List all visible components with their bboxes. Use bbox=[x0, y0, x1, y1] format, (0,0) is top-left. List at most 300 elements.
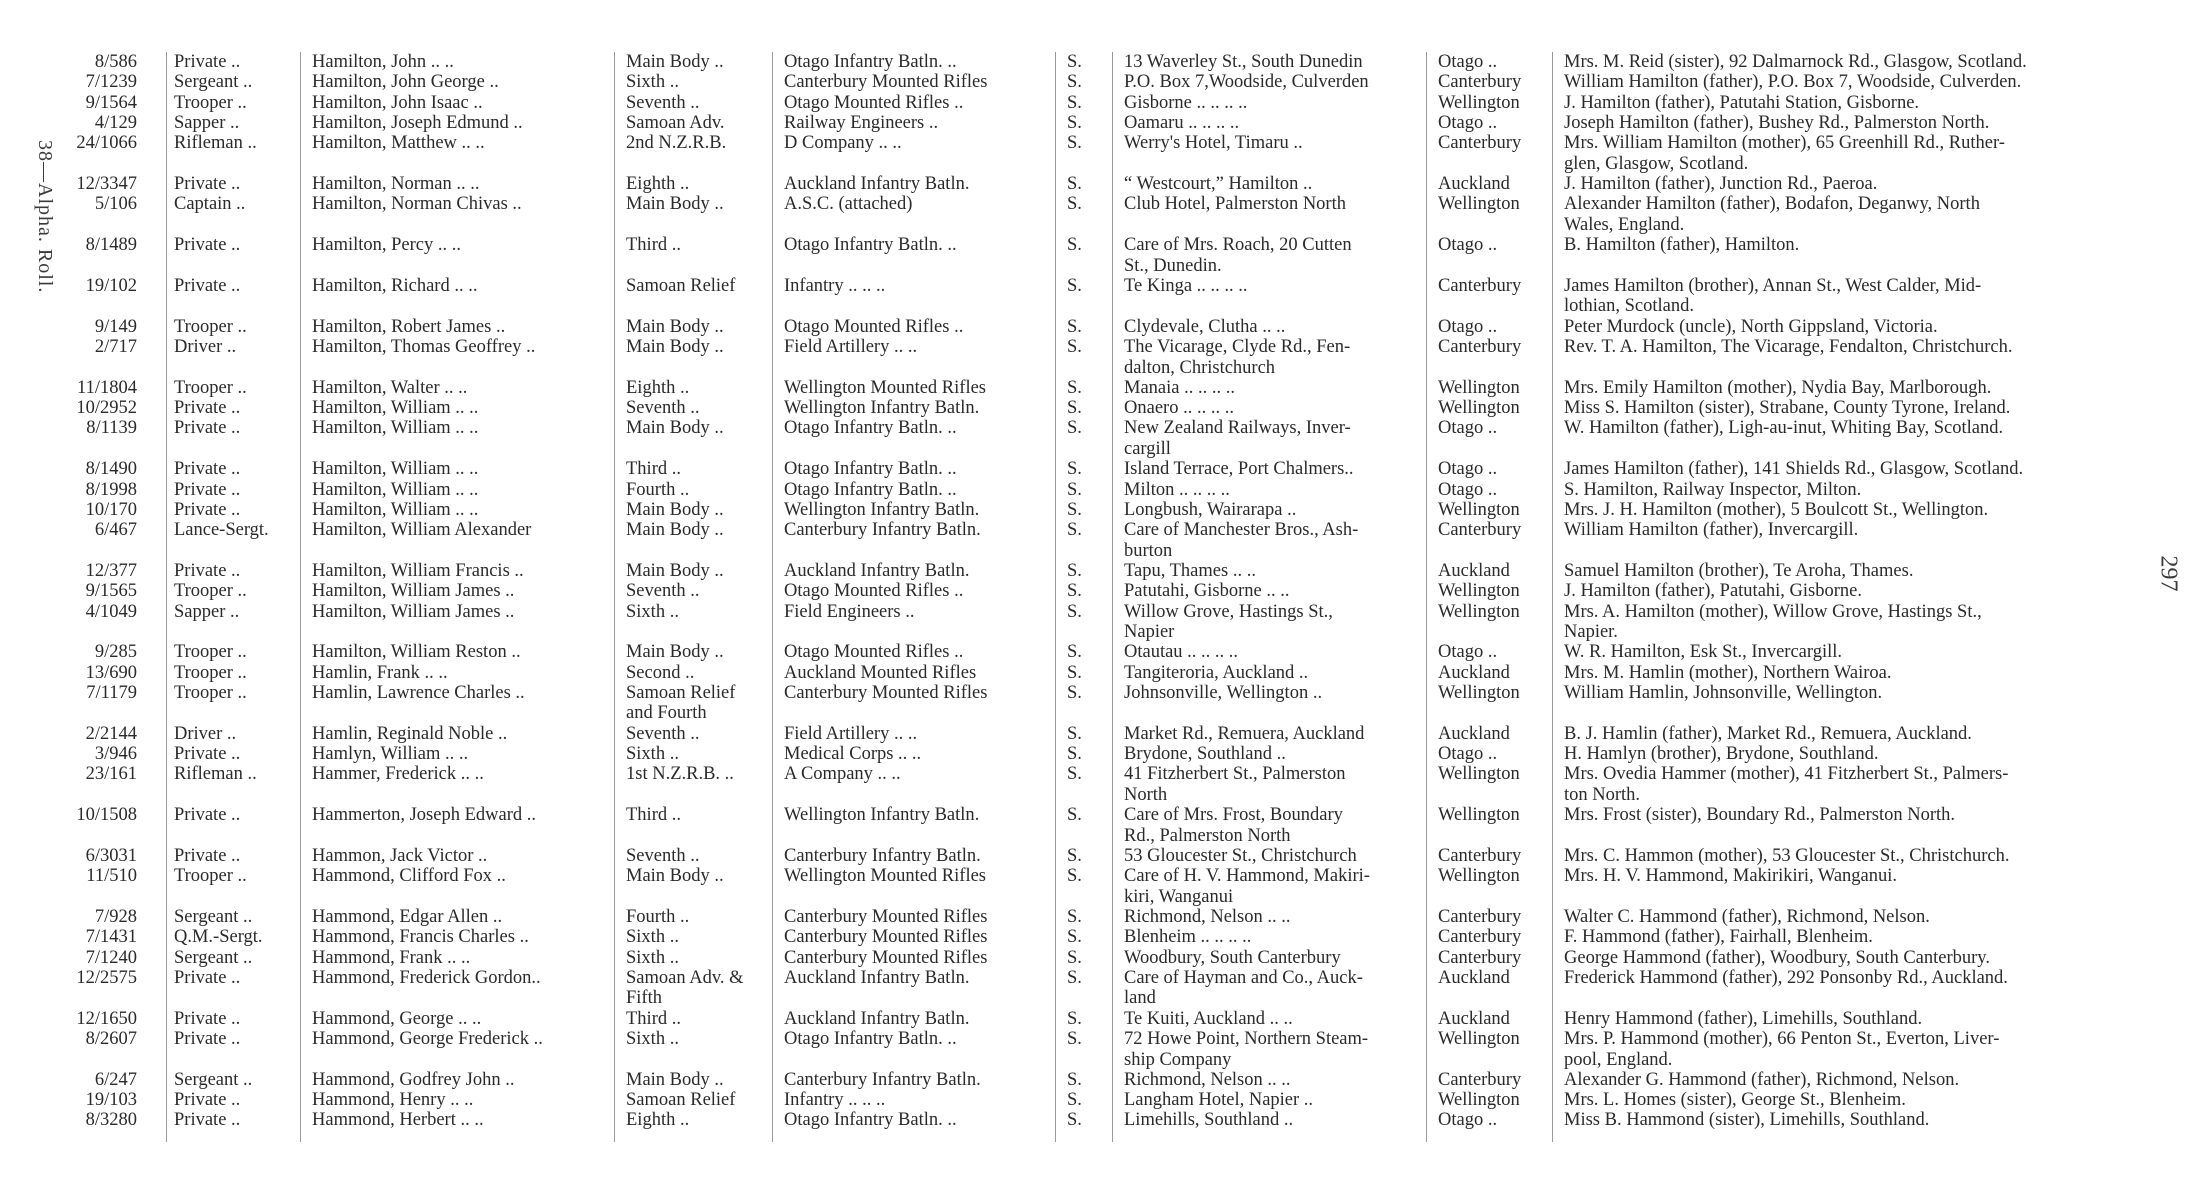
regimental-number: 8/1490 bbox=[85, 459, 137, 480]
next-of-kin: ton North. bbox=[1564, 784, 1641, 805]
soldier-name: Hammond, George .. .. bbox=[312, 1008, 482, 1029]
regimental-number: 9/1565 bbox=[85, 581, 137, 602]
next-of-kin: William Hamilton (father), Invercargill. bbox=[1564, 520, 1859, 541]
corps: Wellington Mounted Rifles bbox=[784, 377, 986, 398]
next-of-kin: Mrs. P. Hammond (mother), 66 Penton St., Everton, Liver- bbox=[1564, 1029, 2000, 1049]
next-of-kin: Mrs. William Hamilton (mother), 65 Greenhill Rd., Ruther- bbox=[1564, 133, 2005, 154]
district: Wellington bbox=[1438, 377, 1520, 398]
address: Patutahi, Gisborne .. .. bbox=[1124, 581, 1290, 602]
unit: Sixth .. bbox=[626, 927, 679, 948]
table-row bbox=[0, 642, 2205, 662]
corps: Field Artillery .. .. bbox=[784, 723, 918, 744]
rank: Private .. bbox=[174, 560, 241, 581]
table-row bbox=[0, 337, 2205, 378]
soldier-name: Hammond, Clifford Fox .. bbox=[312, 866, 506, 887]
district: Otago .. bbox=[1438, 235, 1498, 256]
table-row bbox=[0, 948, 2205, 968]
regimental-number: 12/1650 bbox=[76, 1008, 137, 1029]
marital-state: S. bbox=[1067, 723, 1082, 744]
marital-state: S. bbox=[1067, 72, 1082, 93]
table-row bbox=[0, 418, 2205, 459]
district: Wellington bbox=[1438, 764, 1520, 785]
unit: Main Body .. bbox=[626, 642, 724, 663]
marital-state: S. bbox=[1067, 642, 1082, 663]
address: Milton .. .. .. .. bbox=[1124, 479, 1230, 500]
address: Clydevale, Clutha .. .. bbox=[1124, 316, 1286, 337]
corps: Railway Engineers .. bbox=[784, 112, 939, 133]
next-of-kin: Frederick Hammond (father), 292 Ponsonby Rd., Auckland. bbox=[1564, 967, 2008, 988]
regimental-number: 3/946 bbox=[94, 744, 137, 764]
soldier-name: Hammond, Frank .. .. bbox=[312, 947, 471, 968]
address: dalton, Christchurch bbox=[1124, 357, 1276, 378]
address: Care of Hayman and Co., Auck- bbox=[1124, 967, 1363, 988]
table-row bbox=[0, 601, 2205, 642]
rank: Rifleman .. bbox=[174, 764, 257, 785]
table-row bbox=[0, 500, 2205, 520]
corps: Otago Mounted Rifles .. bbox=[784, 316, 964, 337]
district: Wellington bbox=[1438, 194, 1520, 215]
regimental-number: 24/1066 bbox=[76, 133, 137, 154]
table-row bbox=[0, 764, 2205, 805]
corps: Infantry .. .. .. bbox=[784, 275, 886, 296]
soldier-name: Hamilton, William .. .. bbox=[312, 499, 479, 520]
marital-state: S. bbox=[1067, 235, 1082, 256]
regimental-number: 9/285 bbox=[94, 642, 137, 663]
marital-state: S. bbox=[1067, 112, 1082, 133]
soldier-name: Hammond, Edgar Allen .. bbox=[312, 907, 503, 927]
district: Canterbury bbox=[1438, 133, 1522, 154]
unit: Seventh .. bbox=[626, 845, 700, 866]
district: Canterbury bbox=[1438, 947, 1522, 968]
district: Wellington bbox=[1438, 805, 1520, 826]
regimental-number: 4/1049 bbox=[85, 601, 137, 622]
table-row bbox=[0, 682, 2205, 724]
regimental-number: 10/2952 bbox=[76, 398, 137, 419]
corps: Canterbury Infantry Batln. bbox=[784, 845, 981, 866]
address: Richmond, Nelson .. .. bbox=[1124, 1069, 1291, 1090]
corps: Auckland Infantry Batln. bbox=[784, 560, 970, 581]
unit: Eighth .. bbox=[626, 1110, 690, 1131]
address: “ Westcourt,” Hamilton .. bbox=[1124, 174, 1313, 194]
soldier-name: Hamilton, Thomas Geoffrey .. bbox=[312, 337, 536, 357]
regimental-number: 8/1998 bbox=[85, 479, 137, 500]
regimental-number: 6/247 bbox=[94, 1069, 137, 1090]
address: Care of Mrs. Frost, Boundary bbox=[1124, 805, 1343, 826]
next-of-kin: B. J. Hamlin (father), Market Rd., Remuera, Auckland. bbox=[1564, 723, 1972, 744]
marital-state: S. bbox=[1067, 377, 1082, 398]
rank: Private .. bbox=[174, 275, 241, 296]
soldier-name: Hamilton, Matthew .. .. bbox=[312, 133, 485, 154]
address: 41 Fitzherbert St., Palmerston bbox=[1124, 764, 1346, 785]
unit: Third .. bbox=[626, 1008, 681, 1029]
district: Wellington bbox=[1438, 581, 1520, 602]
next-of-kin: Walter C. Hammond (father), Richmond, Nelson. bbox=[1564, 907, 1930, 927]
table-row bbox=[0, 866, 2205, 907]
marital-state: S. bbox=[1067, 275, 1082, 296]
next-of-kin: Samuel Hamilton (brother), Te Aroha, Thames. bbox=[1564, 560, 1914, 581]
regimental-number: 7/1239 bbox=[85, 72, 137, 93]
next-of-kin: Mrs. C. Hammon (mother), 53 Gloucester St., Christchurch. bbox=[1564, 845, 2010, 866]
regimental-number: 2/2144 bbox=[85, 723, 137, 744]
table-row bbox=[0, 805, 2205, 846]
unit: Main Body .. bbox=[626, 418, 724, 439]
unit: Main Body .. bbox=[626, 316, 724, 337]
next-of-kin: James Hamilton (brother), Annan St., West Calder, Mid- bbox=[1564, 275, 1982, 296]
regimental-number: 7/1431 bbox=[85, 927, 137, 948]
marital-state: S. bbox=[1067, 947, 1082, 968]
table-row bbox=[0, 520, 2205, 561]
corps: Canterbury Mounted Rifles bbox=[784, 927, 988, 948]
corps: Wellington Infantry Batln. bbox=[784, 499, 980, 520]
next-of-kin: B. Hamilton (father), Hamilton. bbox=[1564, 235, 1800, 256]
marital-state: S. bbox=[1067, 967, 1082, 988]
soldier-name: Hamilton, Norman .. .. bbox=[312, 174, 480, 194]
address: 53 Gloucester St., Christchurch bbox=[1124, 845, 1357, 866]
regimental-number: 19/102 bbox=[85, 275, 137, 296]
district: Wellington bbox=[1438, 92, 1520, 113]
marital-state: S. bbox=[1067, 1069, 1082, 1090]
table-row bbox=[0, 398, 2205, 418]
district: Canterbury bbox=[1438, 845, 1522, 866]
marital-state: S. bbox=[1067, 581, 1082, 602]
unit: Seventh .. bbox=[626, 398, 700, 419]
soldier-name: Hamilton, John Isaac .. bbox=[312, 92, 483, 113]
marital-state: S. bbox=[1067, 479, 1082, 500]
marital-state: S. bbox=[1067, 866, 1082, 887]
district: Otago .. bbox=[1438, 52, 1498, 72]
unit: Main Body .. bbox=[626, 337, 724, 357]
rank: Private .. bbox=[174, 235, 241, 256]
table-row bbox=[0, 378, 2205, 398]
regimental-number: 6/467 bbox=[94, 520, 137, 541]
unit: Sixth .. bbox=[626, 947, 679, 968]
table-row bbox=[0, 663, 2205, 683]
marital-state: S. bbox=[1067, 92, 1082, 113]
district: Canterbury bbox=[1438, 907, 1522, 927]
table-row bbox=[0, 459, 2205, 479]
unit: Fifth bbox=[626, 988, 662, 1009]
regimental-number: 7/1240 bbox=[85, 947, 137, 968]
table-row bbox=[0, 1070, 2205, 1090]
district: Wellington bbox=[1438, 1090, 1520, 1111]
marital-state: S. bbox=[1067, 316, 1082, 337]
marital-state: S. bbox=[1067, 805, 1082, 826]
marital-state: S. bbox=[1067, 1008, 1082, 1029]
corps: Auckland Infantry Batln. bbox=[784, 174, 970, 194]
corps: Otago Infantry Batln. .. bbox=[784, 1110, 957, 1131]
next-of-kin: J. Hamilton (father), Junction Rd., Paeroa. bbox=[1564, 174, 1878, 194]
marital-state: S. bbox=[1067, 1110, 1082, 1131]
rank: Sapper .. bbox=[174, 601, 240, 622]
address: burton bbox=[1124, 540, 1173, 561]
address: P.O. Box 7,Woodside, Culverden bbox=[1124, 72, 1369, 93]
address: Brydone, Southland .. bbox=[1124, 744, 1286, 764]
marital-state: S. bbox=[1067, 52, 1082, 72]
soldier-name: Hamilton, Percy .. .. bbox=[312, 235, 462, 256]
rank: Sergeant .. bbox=[174, 72, 253, 93]
rank: Trooper .. bbox=[174, 642, 247, 663]
soldier-name: Hamilton, John .. .. bbox=[312, 52, 454, 72]
soldier-name: Hamlyn, William .. .. bbox=[312, 744, 469, 764]
unit: Samoan Relief bbox=[626, 682, 736, 703]
regimental-number: 2/717 bbox=[94, 337, 137, 357]
district: Canterbury bbox=[1438, 72, 1522, 93]
soldier-name: Hamilton, William Reston .. bbox=[312, 642, 521, 663]
address: North bbox=[1124, 784, 1168, 805]
unit: Main Body .. bbox=[626, 520, 724, 541]
corps: Canterbury Mounted Rifles bbox=[784, 72, 988, 93]
soldier-name: Hamilton, William James .. bbox=[312, 581, 515, 602]
rank: Private .. bbox=[174, 418, 241, 439]
next-of-kin: Napier. bbox=[1564, 622, 1618, 642]
district: Auckland bbox=[1438, 967, 1510, 988]
unit: Sixth .. bbox=[626, 601, 679, 622]
address: Napier bbox=[1124, 622, 1175, 642]
rank: Captain .. bbox=[174, 194, 246, 215]
next-of-kin: S. Hamilton, Railway Inspector, Milton. bbox=[1564, 479, 1862, 500]
district: Wellington bbox=[1438, 866, 1520, 887]
rank: Private .. bbox=[174, 499, 241, 520]
address: Longbush, Wairarapa .. bbox=[1124, 499, 1297, 520]
marital-state: S. bbox=[1067, 927, 1082, 948]
table-row bbox=[0, 1009, 2205, 1029]
next-of-kin: Mrs. Frost (sister), Boundary Rd., Palmerston North. bbox=[1564, 805, 1956, 826]
district: Auckland bbox=[1438, 174, 1510, 194]
rank: Private .. bbox=[174, 1110, 241, 1131]
address: Care of H. V. Hammond, Makiri- bbox=[1124, 866, 1370, 887]
corps: Canterbury Mounted Rifles bbox=[784, 682, 988, 703]
next-of-kin: pool, England. bbox=[1564, 1049, 1673, 1070]
rank: Private .. bbox=[174, 479, 241, 500]
address: Blenheim .. .. .. .. bbox=[1124, 927, 1252, 948]
next-of-kin: Mrs. A. Hamilton (mother), Willow Grove, Hastings St., bbox=[1564, 601, 1982, 622]
marital-state: S. bbox=[1067, 520, 1082, 541]
district: Wellington bbox=[1438, 1029, 1520, 1049]
unit: and Fourth bbox=[626, 703, 707, 724]
next-of-kin: Mrs. L. Homes (sister), George St., Blenheim. bbox=[1564, 1090, 1906, 1111]
marital-state: S. bbox=[1067, 560, 1082, 581]
rank: Trooper .. bbox=[174, 866, 247, 887]
corps: A Company .. .. bbox=[784, 764, 901, 785]
unit: Fourth .. bbox=[626, 907, 690, 927]
corps: Medical Corps .. .. bbox=[784, 744, 922, 764]
district: Auckland bbox=[1438, 723, 1510, 744]
unit: Seventh .. bbox=[626, 581, 700, 602]
district: Auckland bbox=[1438, 662, 1510, 683]
unit: Samoan Relief bbox=[626, 275, 736, 296]
address: Market Rd., Remuera, Auckland bbox=[1124, 723, 1365, 744]
next-of-kin: F. Hammond (father), Fairhall, Blenheim. bbox=[1564, 927, 1873, 948]
district: Otago .. bbox=[1438, 112, 1498, 133]
next-of-kin: James Hamilton (father), 141 Shields Rd., Glasgow, Scotland. bbox=[1564, 459, 2024, 480]
marital-state: S. bbox=[1067, 682, 1082, 703]
district: Canterbury bbox=[1438, 1069, 1522, 1090]
next-of-kin: W. R. Hamilton, Esk St., Invercargill. bbox=[1564, 642, 1842, 663]
table-row bbox=[0, 1110, 2205, 1130]
rank: Private .. bbox=[174, 805, 241, 826]
soldier-name: Hammond, George Frederick .. bbox=[312, 1029, 543, 1049]
table-row bbox=[0, 133, 2205, 174]
corps: Otago Infantry Batln. .. bbox=[784, 418, 957, 439]
rank: Sergeant .. bbox=[174, 1069, 253, 1090]
soldier-name: Hammer, Frederick .. .. bbox=[312, 764, 484, 785]
unit: Main Body .. bbox=[626, 499, 724, 520]
unit: Fourth .. bbox=[626, 479, 690, 500]
corps: Otago Infantry Batln. .. bbox=[784, 235, 957, 256]
unit: Main Body .. bbox=[626, 1069, 724, 1090]
address: ship Company bbox=[1124, 1049, 1232, 1070]
rank: Private .. bbox=[174, 845, 241, 866]
next-of-kin: H. Hamlyn (brother), Brydone, Southland. bbox=[1564, 744, 1879, 764]
marital-state: S. bbox=[1067, 418, 1082, 439]
table-row bbox=[0, 317, 2205, 337]
marital-state: S. bbox=[1067, 337, 1082, 357]
rank: Private .. bbox=[174, 398, 241, 419]
rank: Rifleman .. bbox=[174, 133, 257, 154]
corps: Auckland Infantry Batln. bbox=[784, 1008, 970, 1029]
unit: Samoan Adv. bbox=[626, 112, 725, 133]
address: 13 Waverley St., South Dunedin bbox=[1124, 52, 1363, 72]
marital-state: S. bbox=[1067, 744, 1082, 764]
next-of-kin: Wales, England. bbox=[1564, 214, 1685, 235]
table-row bbox=[0, 846, 2205, 866]
table-row bbox=[0, 275, 2205, 317]
soldier-name: Hamlin, Lawrence Charles .. bbox=[312, 682, 525, 703]
unit: Main Body .. bbox=[626, 866, 724, 887]
corps: Wellington Infantry Batln. bbox=[784, 805, 980, 826]
district: Otago .. bbox=[1438, 744, 1498, 764]
address: Willow Grove, Hastings St., bbox=[1124, 601, 1333, 622]
rank: Private .. bbox=[174, 52, 241, 72]
soldier-name: Hamilton, William .. .. bbox=[312, 459, 479, 480]
soldier-name: Hamilton, William James .. bbox=[312, 601, 515, 622]
district: Otago .. bbox=[1438, 1110, 1498, 1131]
rank: Driver .. bbox=[174, 337, 237, 357]
rank: Private .. bbox=[174, 744, 241, 764]
regimental-number: 8/3280 bbox=[85, 1110, 137, 1131]
next-of-kin: Alexander G. Hammond (father), Richmond, Nelson. bbox=[1564, 1069, 1960, 1090]
marital-state: S. bbox=[1067, 174, 1082, 194]
next-of-kin: J. Hamilton (father), Patutahi, Gisborne. bbox=[1564, 581, 1862, 602]
next-of-kin: Mrs. M. Reid (sister), 92 Dalmarnock Rd., Glasgow, Scotland. bbox=[1564, 52, 2027, 72]
corps: A.S.C. (attached) bbox=[784, 194, 913, 215]
next-of-kin: Mrs. H. V. Hammond, Makirikiri, Wanganui. bbox=[1564, 866, 1898, 887]
regimental-number: 7/928 bbox=[94, 907, 137, 927]
side-label: 38—Alpha. Roll. bbox=[34, 140, 56, 294]
marital-state: S. bbox=[1067, 764, 1082, 785]
corps: Canterbury Infantry Batln. bbox=[784, 1069, 981, 1090]
table-row bbox=[0, 744, 2205, 764]
page-number: 297 bbox=[2155, 555, 2182, 592]
next-of-kin: Mrs. M. Hamlin (mother), Northern Wairoa. bbox=[1564, 662, 1892, 683]
marital-state: S. bbox=[1067, 845, 1082, 866]
unit: Main Body .. bbox=[626, 194, 724, 215]
corps: Field Artillery .. .. bbox=[784, 337, 918, 357]
rank: Trooper .. bbox=[174, 581, 247, 602]
regimental-number: 10/1508 bbox=[76, 805, 137, 826]
regimental-number: 12/2575 bbox=[76, 967, 137, 988]
soldier-name: Hamilton, John George .. bbox=[312, 72, 499, 93]
address: Care of Mrs. Roach, 20 Cutten bbox=[1124, 235, 1352, 256]
district: Canterbury bbox=[1438, 520, 1522, 541]
corps: Infantry .. .. .. bbox=[784, 1090, 886, 1111]
marital-state: S. bbox=[1067, 907, 1082, 927]
address: The Vicarage, Clyde Rd., Fen- bbox=[1124, 337, 1351, 357]
marital-state: S. bbox=[1067, 1029, 1082, 1049]
unit: Main Body .. bbox=[626, 52, 724, 72]
table-row bbox=[0, 93, 2205, 113]
corps: Wellington Mounted Rifles bbox=[784, 866, 986, 887]
next-of-kin: Joseph Hamilton (father), Bushey Rd., Palmerston North. bbox=[1564, 112, 1990, 133]
soldier-name: Hamilton, Norman Chivas .. bbox=[312, 194, 522, 215]
regimental-number: 13/690 bbox=[85, 662, 137, 683]
address: Manaia .. .. .. .. bbox=[1124, 377, 1235, 398]
soldier-name: Hammond, Henry .. .. bbox=[312, 1090, 474, 1111]
regimental-number: 7/1179 bbox=[86, 682, 137, 703]
address: land bbox=[1124, 988, 1156, 1009]
corps: Field Engineers .. bbox=[784, 601, 915, 622]
corps: Otago Infantry Batln. .. bbox=[784, 1029, 957, 1049]
soldier-name: Hammond, Herbert .. .. bbox=[312, 1110, 484, 1131]
district: Otago .. bbox=[1438, 316, 1498, 337]
address: Te Kuiti, Auckland .. .. bbox=[1124, 1008, 1293, 1029]
regimental-number: 19/103 bbox=[85, 1090, 137, 1111]
district: Wellington bbox=[1438, 682, 1520, 703]
address: Gisborne .. .. .. .. bbox=[1124, 92, 1248, 113]
regimental-number: 23/161 bbox=[85, 764, 137, 785]
regimental-number: 5/106 bbox=[94, 194, 137, 215]
unit: Sixth .. bbox=[626, 72, 679, 93]
next-of-kin: Rev. T. A. Hamilton, The Vicarage, Fendalton, Christchurch. bbox=[1564, 337, 2013, 357]
marital-state: S. bbox=[1067, 601, 1082, 622]
unit: Samoan Adv. & bbox=[626, 967, 744, 988]
table-row bbox=[0, 72, 2205, 92]
unit: Seventh .. bbox=[626, 723, 700, 744]
table-row bbox=[0, 927, 2205, 947]
regimental-number: 8/1489 bbox=[85, 235, 137, 256]
next-of-kin: glen, Glasgow, Scotland. bbox=[1564, 153, 1749, 174]
next-of-kin: William Hamlin, Johnsonville, Wellington. bbox=[1564, 682, 1883, 703]
marital-state: S. bbox=[1067, 459, 1082, 480]
next-of-kin: William Hamilton (father), P.O. Box 7, Woodside, Culverden. bbox=[1564, 72, 2022, 93]
unit: 1st N.Z.R.B. .. bbox=[626, 764, 734, 785]
rank: Private .. bbox=[174, 1090, 241, 1111]
unit: Seventh .. bbox=[626, 92, 700, 113]
next-of-kin: J. Hamilton (father), Patutahi Station, Gisborne. bbox=[1564, 92, 1920, 113]
soldier-name: Hamilton, William Alexander bbox=[312, 520, 532, 541]
soldier-name: Hamilton, William .. .. bbox=[312, 479, 479, 500]
soldier-name: Hamilton, Walter .. .. bbox=[312, 377, 468, 398]
address: cargill bbox=[1124, 438, 1171, 459]
marital-state: S. bbox=[1067, 133, 1082, 154]
unit: Third .. bbox=[626, 805, 681, 826]
district: Auckland bbox=[1438, 560, 1510, 581]
unit: Third .. bbox=[626, 235, 681, 256]
soldier-name: Hamilton, Richard .. .. bbox=[312, 275, 478, 296]
soldier-name: Hammerton, Joseph Edward .. bbox=[312, 805, 537, 826]
regimental-number: 10/170 bbox=[85, 499, 137, 520]
soldier-name: Hamlin, Frank .. .. bbox=[312, 662, 448, 683]
district: Wellington bbox=[1438, 398, 1520, 419]
district: Otago .. bbox=[1438, 479, 1498, 500]
soldier-name: Hammond, Godfrey John .. bbox=[312, 1069, 515, 1090]
address: Onaero .. .. .. .. bbox=[1124, 398, 1234, 419]
next-of-kin: W. Hamilton (father), Ligh-au-inut, Whiting Bay, Scotland. bbox=[1564, 418, 2004, 439]
soldier-name: Hammon, Jack Victor .. bbox=[312, 845, 488, 866]
address: New Zealand Railways, Inver- bbox=[1124, 418, 1351, 439]
rank: Private .. bbox=[174, 1029, 241, 1049]
address: Richmond, Nelson .. .. bbox=[1124, 907, 1291, 927]
